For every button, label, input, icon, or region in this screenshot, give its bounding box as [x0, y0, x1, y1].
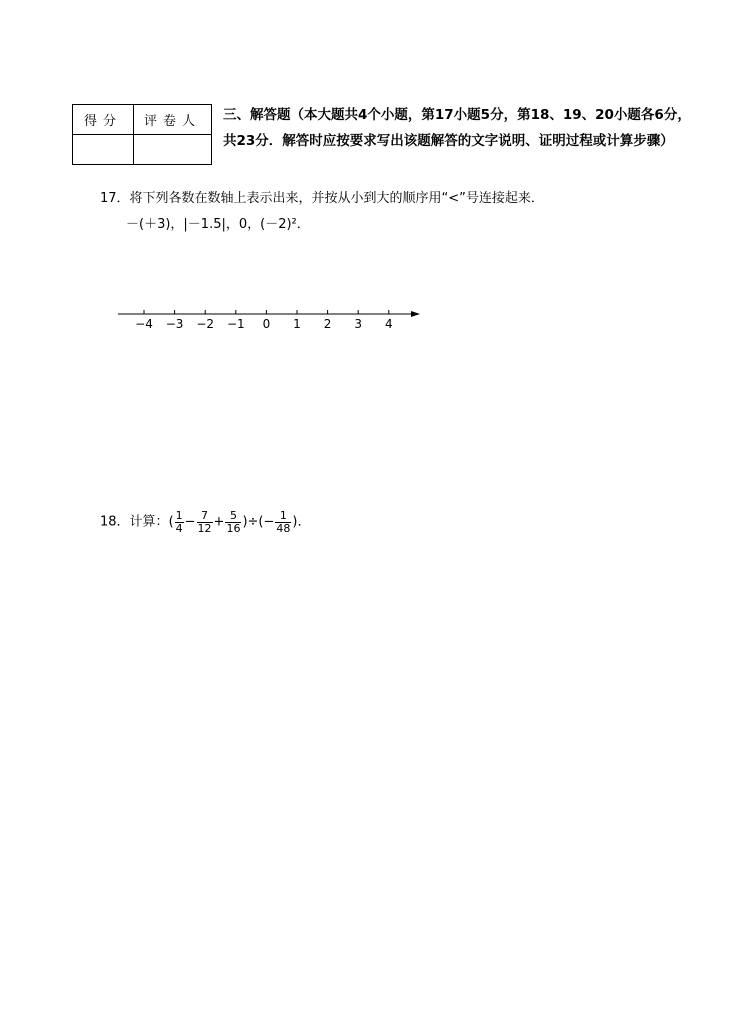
plus-sign: + — [213, 514, 225, 530]
paren-open: ( — [168, 514, 174, 530]
number-line-tick-label: −4 — [135, 317, 153, 331]
fraction-1: $\frac{1}{4}$ — [175, 509, 183, 535]
number-line-arrow — [411, 311, 420, 317]
fraction-2: $\frac{7}{12}$ — [197, 509, 212, 535]
number-line-tick-label: 4 — [384, 317, 393, 331]
question-18-number: 18． — [100, 514, 130, 530]
question-17-number: 17． — [100, 191, 130, 206]
score-cell[interactable] — [73, 135, 134, 165]
minus-sign: − — [184, 514, 196, 530]
close-divide: )÷(− — [242, 514, 275, 530]
fraction-4: $\frac{1}{48}$ — [276, 509, 291, 535]
section-header: 三、解答题（本大题共4个小题，第17小题5分，第18、19、20小题各6分，共23分．解答时应按要求写出该题解答的文字说明、证明过程或计算步骤） — [223, 107, 691, 149]
number-line-tick-label: 0 — [262, 317, 271, 331]
score-table — [72, 104, 212, 165]
question-17-prompt: 将下列各数在数轴上表示出来，并按从小到大的顺序用“<”号连接起来． — [129, 191, 544, 206]
number-line-tick-label: 1 — [293, 317, 301, 331]
question-18 — [100, 510, 310, 535]
question-17-numbers: －(＋3)，|－1.5|，0，(－2)²． — [126, 217, 310, 232]
number-line-tick-label: −1 — [226, 317, 245, 331]
question-18-end: )． — [292, 514, 311, 530]
question-18-prompt: 计算： — [129, 514, 169, 530]
fraction-3: $\frac{5}{16}$ — [226, 509, 241, 535]
grader-label: 评卷人 — [134, 105, 212, 135]
number-line-tick-label: 3 — [354, 317, 363, 331]
grader-cell[interactable] — [134, 135, 212, 165]
number-line — [118, 300, 428, 336]
number-line-tick-label: −2 — [196, 317, 215, 331]
score-label: 得分 — [73, 105, 134, 135]
number-line-tick-label: −3 — [165, 317, 184, 331]
number-line-tick-label: 2 — [323, 317, 332, 331]
question-17 — [100, 187, 544, 206]
